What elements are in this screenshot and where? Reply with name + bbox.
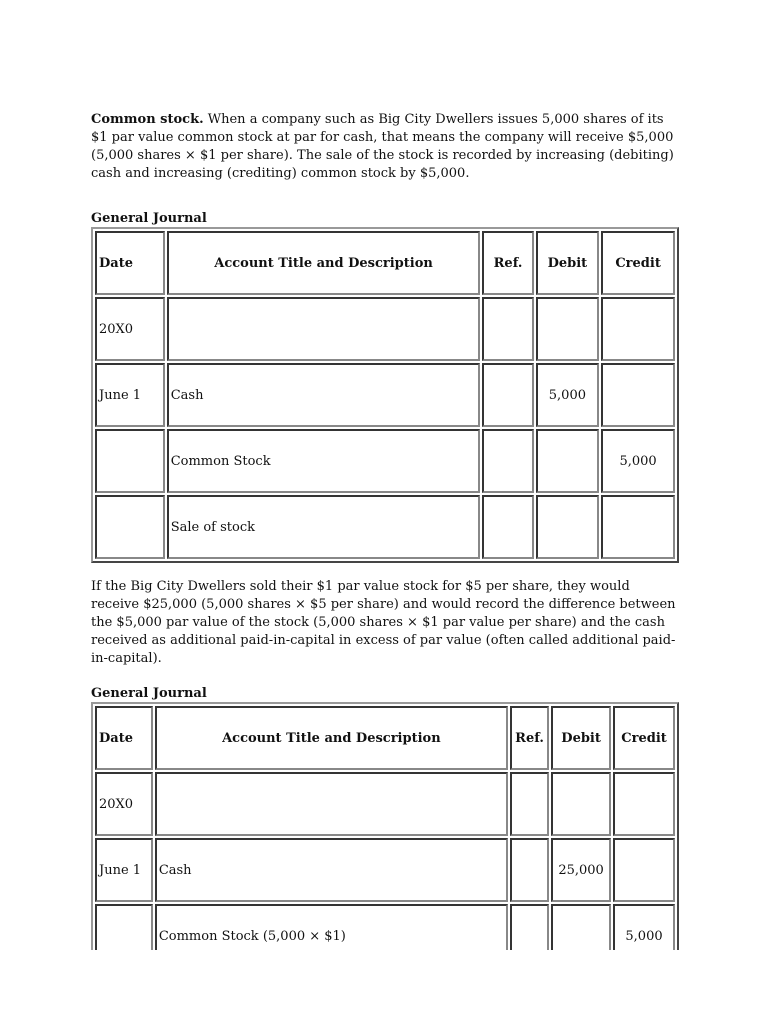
cell-account: Common Stock: [167, 429, 481, 493]
cell-debit: [536, 297, 600, 361]
cell-credit: [601, 297, 675, 361]
cell-debit: [551, 772, 611, 836]
table-row: [95, 904, 675, 950]
cell-date: [95, 429, 165, 493]
cell-date: 20X0: [95, 297, 165, 361]
cell-date: June 1: [95, 363, 165, 427]
table-row: [95, 772, 675, 836]
cell-credit: [613, 772, 675, 836]
header-account: Account Title and Description: [167, 231, 481, 295]
journal-2-header-row: [95, 706, 675, 770]
cell-debit: [536, 429, 600, 493]
header-debit: Debit: [551, 706, 611, 770]
cell-debit: 25,000: [551, 838, 611, 902]
cell-account: Common Stock (5,000 × $1): [155, 904, 508, 950]
cell-credit: 5,000: [601, 429, 675, 493]
cell-ref: [510, 904, 549, 950]
table-row: [95, 838, 675, 902]
cell-account: [155, 772, 508, 836]
header-ref: Ref.: [510, 706, 549, 770]
cell-ref: [510, 838, 549, 902]
intro-lead: Common stock.: [91, 112, 204, 127]
table-row: [95, 495, 675, 559]
header-debit: Debit: [536, 231, 600, 295]
header-ref: Ref.: [482, 231, 533, 295]
table-row: [95, 297, 675, 361]
cell-credit: [613, 838, 675, 902]
cell-ref: [482, 495, 533, 559]
header-date: Date: [95, 231, 165, 295]
cell-credit: 5,000: [613, 904, 675, 950]
journal-2-table: [91, 702, 679, 950]
cell-account: [167, 297, 481, 361]
cell-credit: [601, 495, 675, 559]
cell-account: Cash: [167, 363, 481, 427]
header-account: Account Title and Description: [155, 706, 508, 770]
cell-ref: [482, 297, 533, 361]
middle-paragraph: If the Big City Dwellers sold their $1 par value stock for $5 per share, they would receive $25,000 (5,000 shares × $5 per share) and would record the difference between the $5,000 par value of the stock (5,000 shares × $1 par value per share) and the cash received as additional paid-in-capital in excess of par value (often called additional paid-in-capital).: [91, 579, 676, 666]
journal-1-header-row: [95, 231, 675, 295]
intro-paragraph: [91, 111, 679, 183]
cell-date: [95, 495, 165, 559]
document-page: [91, 111, 679, 950]
cell-ref: [510, 772, 549, 836]
cell-ref: [482, 429, 533, 493]
journal-1-title: General Journal: [91, 211, 207, 226]
cell-debit: [551, 904, 611, 950]
intro-text: When a company such as Big City Dwellers issues 5,000 shares of its $1 par value common stock at par for cash, that means the company will receive $5,000 (5,000 shares × $1 per share). The sale of the stock is recorded by increasing (debiting) cash and increasing (crediting) common stock by $5,000.: [91, 112, 674, 181]
table-row: [95, 429, 675, 493]
header-date: Date: [95, 706, 153, 770]
header-credit: Credit: [601, 231, 675, 295]
header-credit: Credit: [613, 706, 675, 770]
journal-2-container: [91, 702, 679, 950]
cell-debit: [536, 495, 600, 559]
cell-credit: [601, 363, 675, 427]
cell-account: Sale of stock: [167, 495, 481, 559]
cell-ref: [482, 363, 533, 427]
journal-2-title: General Journal: [91, 686, 207, 701]
cell-debit: 5,000: [536, 363, 600, 427]
cell-date: [95, 904, 153, 950]
journal-1-table: [91, 227, 679, 563]
cell-account: Cash: [155, 838, 508, 902]
table-row: [95, 363, 675, 427]
cell-date: 20X0: [95, 772, 153, 836]
cell-date: June 1: [95, 838, 153, 902]
